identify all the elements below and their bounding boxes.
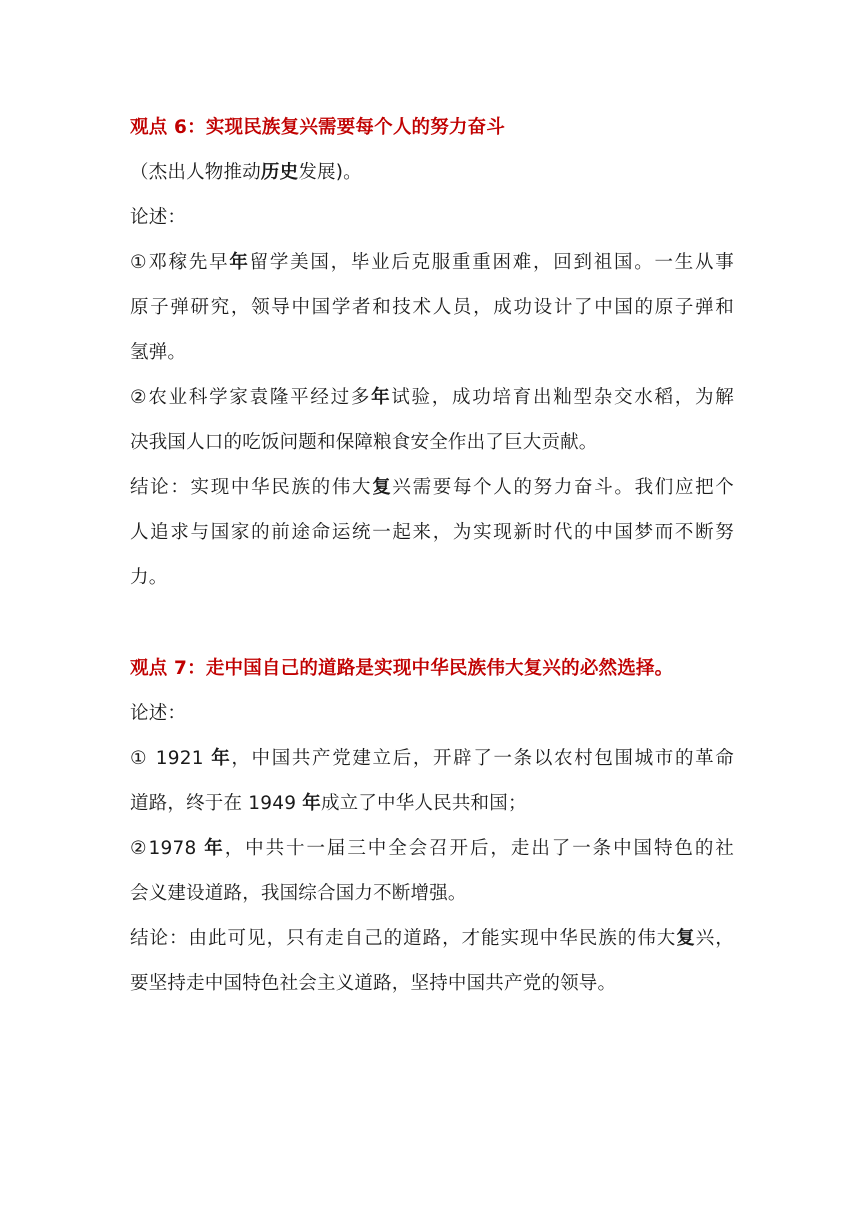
text-run: 兴， — [695, 928, 734, 949]
bold-text-run: 年 — [204, 838, 225, 859]
note-text-end: 发展)。 — [298, 162, 362, 183]
paragraph-line: 人追求与国家的前途命运统一起来，为实现新时代的中国梦而不断努 — [130, 522, 734, 543]
text-run: 结论：实现中华民族的伟大 — [130, 477, 373, 498]
paragraph-line: 力。 — [130, 567, 168, 588]
paragraph-line — [130, 831, 734, 867]
note-text: （杰出人物推动 — [130, 162, 261, 183]
bold-text-run: 复 — [676, 928, 696, 949]
text-run: 留学美国，毕业后克服重重困难，回到祖国。一生从事 — [249, 252, 734, 273]
paragraph-line — [130, 245, 734, 281]
paragraph-line — [130, 380, 734, 416]
text-run: 结论：由此可见，只有走自己的道路，才能实现中华民族的伟大 — [130, 928, 677, 949]
bold-text-run: 年 — [302, 793, 321, 814]
text-run: 兴需要每个人的努力奋斗。我们应把个 — [392, 477, 735, 498]
section-6 — [130, 110, 734, 596]
section-7-argument-label: 论述： — [130, 703, 187, 724]
section-6-note — [130, 155, 734, 191]
section-6-item-1 — [130, 245, 734, 371]
bold-text-run: 年 — [211, 748, 232, 769]
text-run: 试验，成功培育出籼型杂交水稻，为解 — [391, 387, 734, 408]
text-run: ① 1921 — [130, 748, 212, 769]
section-6-heading: 观点 6：实现民族复兴需要每个人的努力奋斗 — [130, 117, 506, 138]
section-7 — [130, 651, 734, 1002]
section-6-item-2 — [130, 380, 734, 461]
text-run: ②1978 — [130, 838, 205, 859]
text-run: 道路，终于在 1949 — [130, 793, 303, 814]
section-7-item-2 — [130, 831, 734, 912]
paragraph-line: 原子弹研究，领导中国学者和技术人员，成功设计了中国的原子弹和 — [130, 297, 734, 318]
section-7-item-1 — [130, 741, 734, 822]
section-6-conclusion — [130, 470, 734, 596]
section-6-argument-label: 论述： — [130, 207, 187, 228]
paragraph-line — [130, 741, 734, 777]
bold-text-run: 复 — [372, 477, 393, 498]
paragraph-line — [130, 921, 734, 957]
paragraph-line — [130, 470, 734, 506]
text-run: 成立了中华人民共和国； — [320, 793, 527, 814]
bold-text-run: 年 — [371, 387, 392, 408]
note-bold-text: 历史 — [260, 162, 299, 183]
paragraph-line: 要坚持走中国特色社会主义道路，坚持中国共产党的领导。 — [130, 973, 617, 994]
text-run: ①邓稼先早 — [130, 252, 230, 273]
paragraph-line: 氢弹。 — [130, 342, 187, 363]
paragraph-line: 会义建设道路，我国综合国力不断增强。 — [130, 883, 467, 904]
paragraph-line: 决我国人口的吃饭问题和保障粮食安全作出了巨大贡献。 — [130, 432, 598, 453]
section-7-heading: 观点 7：走中国自己的道路是实现中华民族伟大复兴的必然选择。 — [130, 658, 674, 679]
paragraph-line — [130, 786, 734, 822]
text-run: ②农业科学家袁隆平经过多 — [130, 387, 372, 408]
text-run: ，中共十一届三中全会召开后，走出了一条中国特色的社 — [224, 838, 734, 859]
text-run: ，中国共产党建立后，开辟了一条以农村包围城市的革命 — [231, 748, 734, 769]
section-7-conclusion — [130, 921, 734, 1002]
bold-text-run: 年 — [229, 252, 250, 273]
